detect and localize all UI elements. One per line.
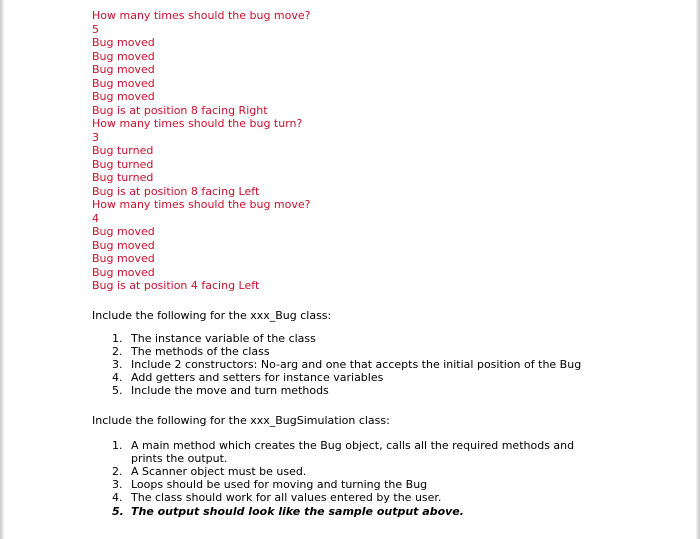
output-line: Bug turned xyxy=(92,171,154,184)
list-text: The instance variable of the class xyxy=(131,331,316,345)
output-line: Bug is at position 8 facing Right xyxy=(92,103,268,117)
simulation-class-intro: Include the following for the xxx_BugSimulation class: xyxy=(92,413,390,427)
bug-class-requirements xyxy=(92,332,652,398)
list-item xyxy=(92,371,652,384)
list-number: 2. xyxy=(112,344,123,358)
list-text: Add getters and setters for instance variables xyxy=(131,371,384,385)
list-item xyxy=(92,491,652,504)
output-line: Bug moved xyxy=(92,36,155,49)
list-number: 4. xyxy=(112,491,123,505)
output-line: Bug moved xyxy=(92,225,155,238)
list-text: The methods of the class xyxy=(131,344,270,358)
list-number: 3. xyxy=(112,357,123,371)
list-item xyxy=(92,358,652,371)
list-item xyxy=(92,465,652,478)
list-number: 2. xyxy=(112,464,123,478)
output-line: Bug moved xyxy=(92,63,155,76)
output-line: How many times should the bug turn? xyxy=(92,117,303,130)
list-text: Loops should be used for moving and turning the Bug xyxy=(131,478,428,492)
list-item xyxy=(92,439,652,465)
output-line: How many times should the bug move? xyxy=(92,9,311,22)
output-line: 4 xyxy=(92,211,99,225)
output-line: Bug moved xyxy=(92,252,155,265)
output-line: Bug moved xyxy=(92,90,155,103)
list-text: The output should look like the sample output above. xyxy=(131,504,464,518)
output-line: Bug moved xyxy=(92,265,155,279)
output-line: Bug is at position 8 facing Left xyxy=(92,184,260,198)
list-item xyxy=(92,384,652,397)
list-text: Include the move and turn methods xyxy=(131,384,329,398)
list-item xyxy=(92,478,652,491)
list-item xyxy=(92,345,652,358)
list-number: 5. xyxy=(112,384,123,398)
page-edge-left xyxy=(0,0,4,539)
output-line: Bug moved xyxy=(92,76,155,90)
list-number: 1. xyxy=(112,438,123,452)
list-number: 4. xyxy=(112,371,123,385)
list-text: A Scanner object must be used. xyxy=(131,464,307,478)
page-edge-right xyxy=(696,0,700,539)
output-line: Bug turned xyxy=(92,157,154,171)
list-number: 5. xyxy=(112,504,124,518)
output-line: Bug is at position 4 facing Left xyxy=(92,279,260,292)
list-text: A main method which creates the Bug object, calls all the required methods and prints the output. xyxy=(131,438,575,465)
bug-class-intro: Include the following for the xxx_Bug class: xyxy=(92,308,332,322)
sample-output xyxy=(92,9,652,293)
list-text: Include 2 constructors: No-arg and one that accepts the initial position of the Bug xyxy=(131,357,582,371)
document-body xyxy=(92,9,652,518)
list-text: The class should work for all values entered by the user. xyxy=(131,491,442,505)
list-item xyxy=(92,332,652,345)
list-number: 3. xyxy=(112,478,123,492)
list-item xyxy=(92,505,652,518)
simulation-class-requirements xyxy=(92,439,652,518)
output-line: How many times should the bug move? xyxy=(92,198,311,211)
output-line: 3 xyxy=(92,130,99,144)
list-number: 1. xyxy=(112,331,123,345)
output-line: Bug moved xyxy=(92,238,155,252)
output-line: Bug moved xyxy=(92,49,155,63)
output-line: Bug turned xyxy=(92,144,154,157)
output-line: 5 xyxy=(92,22,99,36)
